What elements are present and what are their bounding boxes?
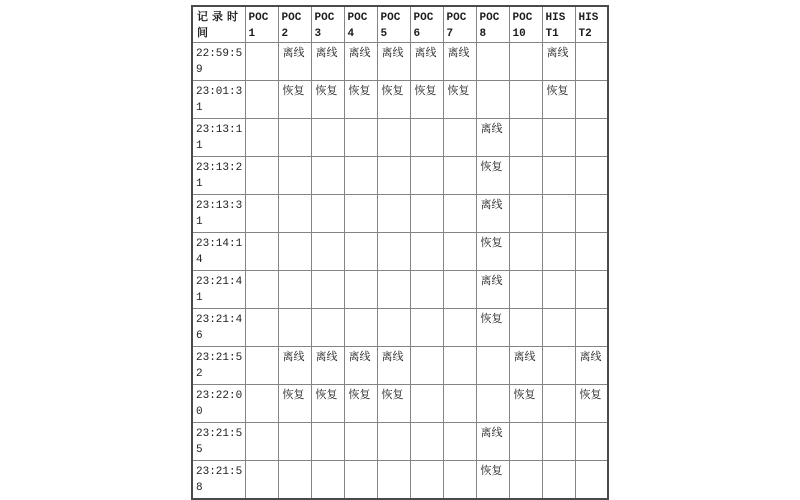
table-row: [192, 385, 608, 423]
status-cell-hist2: [575, 157, 608, 195]
status-cell-poc3: 离线: [311, 347, 344, 385]
status-cell-poc8: [476, 385, 509, 423]
status-cell-poc10: [509, 309, 542, 347]
status-cell-poc8: 恢复: [476, 233, 509, 271]
status-cell-poc3: [311, 423, 344, 461]
status-cell-poc2: 恢复: [278, 81, 311, 119]
status-cell-poc2: 离线: [278, 43, 311, 81]
status-cell-poc4: 恢复: [344, 81, 377, 119]
status-cell-poc7: [443, 233, 476, 271]
table-header: [192, 6, 608, 43]
time-cell: 23:21:41: [192, 271, 245, 309]
status-cell-poc2: [278, 271, 311, 309]
status-cell-poc3: [311, 157, 344, 195]
column-header-hist1: HIS T1: [542, 6, 575, 43]
status-cell-hist2: [575, 81, 608, 119]
time-cell: 23:13:21: [192, 157, 245, 195]
status-cell-poc1: [245, 233, 278, 271]
status-cell-poc8: [476, 43, 509, 81]
status-cell-hist1: [542, 423, 575, 461]
status-cell-poc5: [377, 195, 410, 233]
status-cell-hist2: 离线: [575, 347, 608, 385]
status-cell-poc4: [344, 119, 377, 157]
status-cell-poc5: 恢复: [377, 385, 410, 423]
status-cell-poc5: [377, 423, 410, 461]
status-cell-poc1: [245, 461, 278, 499]
status-cell-poc3: [311, 119, 344, 157]
status-cell-poc6: [410, 195, 443, 233]
time-cell: 23:22:00: [192, 385, 245, 423]
status-cell-poc3: [311, 271, 344, 309]
status-cell-hist1: [542, 347, 575, 385]
status-cell-poc3: 恢复: [311, 385, 344, 423]
status-cell-poc5: [377, 271, 410, 309]
status-cell-poc8: 离线: [476, 423, 509, 461]
column-header-poc2: POC 2: [278, 6, 311, 43]
column-header-poc5: POC 5: [377, 6, 410, 43]
status-cell-poc4: [344, 157, 377, 195]
status-cell-hist1: 恢复: [542, 81, 575, 119]
status-cell-poc6: [410, 385, 443, 423]
status-cell-hist2: [575, 461, 608, 499]
status-cell-poc10: [509, 119, 542, 157]
status-cell-poc3: [311, 309, 344, 347]
status-cell-poc7: [443, 195, 476, 233]
status-cell-poc10: [509, 233, 542, 271]
status-cell-poc3: 恢复: [311, 81, 344, 119]
status-cell-poc8: 恢复: [476, 157, 509, 195]
status-cell-poc6: 离线: [410, 43, 443, 81]
status-cell-poc10: [509, 157, 542, 195]
status-cell-poc7: [443, 385, 476, 423]
status-cell-poc8: 恢复: [476, 461, 509, 499]
status-cell-hist1: [542, 119, 575, 157]
status-cell-poc1: [245, 423, 278, 461]
table-row: [192, 347, 608, 385]
status-cell-poc1: [245, 43, 278, 81]
status-cell-poc10: [509, 195, 542, 233]
status-cell-hist1: [542, 385, 575, 423]
status-cell-poc7: [443, 309, 476, 347]
status-cell-poc6: [410, 423, 443, 461]
status-cell-poc7: [443, 271, 476, 309]
status-cell-poc6: [410, 157, 443, 195]
table-row: [192, 81, 608, 119]
time-cell: 23:14:14: [192, 233, 245, 271]
status-cell-poc10: 离线: [509, 347, 542, 385]
status-cell-poc8: [476, 81, 509, 119]
status-cell-poc7: 离线: [443, 43, 476, 81]
column-header-poc7: POC 7: [443, 6, 476, 43]
status-cell-hist1: [542, 309, 575, 347]
time-cell: 22:59:59: [192, 43, 245, 81]
status-cell-poc3: 离线: [311, 43, 344, 81]
column-header-poc10: POC 10: [509, 6, 542, 43]
status-cell-poc2: [278, 461, 311, 499]
status-cell-poc2: [278, 309, 311, 347]
table-row: [192, 309, 608, 347]
status-cell-poc1: [245, 119, 278, 157]
status-cell-poc2: [278, 233, 311, 271]
status-cell-poc3: [311, 195, 344, 233]
status-cell-poc7: [443, 347, 476, 385]
status-cell-poc5: [377, 461, 410, 499]
table-row: [192, 271, 608, 309]
status-cell-poc10: [509, 271, 542, 309]
column-header-poc6: POC 6: [410, 6, 443, 43]
table-row: [192, 461, 608, 499]
status-cell-poc2: 离线: [278, 347, 311, 385]
time-cell: 23:21:46: [192, 309, 245, 347]
status-cell-poc8: [476, 347, 509, 385]
time-cell: 23:01:31: [192, 81, 245, 119]
time-cell: 23:13:31: [192, 195, 245, 233]
status-cell-poc1: [245, 157, 278, 195]
status-cell-poc5: 离线: [377, 43, 410, 81]
time-cell: 23:21:58: [192, 461, 245, 499]
status-cell-poc7: [443, 423, 476, 461]
status-cell-poc6: [410, 461, 443, 499]
status-cell-poc4: 离线: [344, 347, 377, 385]
status-cell-hist2: [575, 195, 608, 233]
status-cell-hist2: 恢复: [575, 385, 608, 423]
status-cell-poc2: [278, 423, 311, 461]
status-cell-poc7: [443, 119, 476, 157]
status-cell-poc6: [410, 309, 443, 347]
status-cell-poc4: [344, 195, 377, 233]
status-cell-poc4: [344, 233, 377, 271]
status-cell-hist2: [575, 271, 608, 309]
header-row: [192, 6, 608, 43]
status-cell-poc4: [344, 309, 377, 347]
status-cell-poc6: [410, 271, 443, 309]
status-cell-poc5: [377, 309, 410, 347]
status-cell-poc5: [377, 233, 410, 271]
column-header-poc3: POC 3: [311, 6, 344, 43]
status-cell-poc8: 离线: [476, 119, 509, 157]
status-cell-poc6: [410, 119, 443, 157]
status-cell-poc8: 离线: [476, 271, 509, 309]
status-cell-poc3: [311, 461, 344, 499]
status-cell-poc2: [278, 119, 311, 157]
column-header-poc1: POC 1: [245, 6, 278, 43]
table-row: [192, 195, 608, 233]
status-cell-hist2: [575, 423, 608, 461]
table-row: [192, 157, 608, 195]
status-cell-poc10: [509, 461, 542, 499]
status-cell-poc7: [443, 157, 476, 195]
status-cell-poc10: [509, 423, 542, 461]
status-cell-poc2: [278, 157, 311, 195]
status-cell-poc8: 恢复: [476, 309, 509, 347]
status-cell-poc2: 恢复: [278, 385, 311, 423]
time-cell: 23:21:52: [192, 347, 245, 385]
status-cell-hist1: [542, 157, 575, 195]
status-cell-hist2: [575, 309, 608, 347]
status-cell-poc6: [410, 347, 443, 385]
status-cell-hist1: [542, 195, 575, 233]
status-cell-hist2: [575, 233, 608, 271]
table-row: [192, 423, 608, 461]
status-cell-poc4: 离线: [344, 43, 377, 81]
status-log-table: [191, 5, 609, 500]
status-cell-poc1: [245, 347, 278, 385]
status-cell-poc4: [344, 423, 377, 461]
column-header-time: 记录时间: [192, 6, 245, 43]
status-cell-poc1: [245, 309, 278, 347]
status-cell-poc5: [377, 157, 410, 195]
status-cell-poc6: 恢复: [410, 81, 443, 119]
status-cell-poc5: [377, 119, 410, 157]
status-cell-poc5: 恢复: [377, 81, 410, 119]
column-header-poc4: POC 4: [344, 6, 377, 43]
time-cell: 23:13:11: [192, 119, 245, 157]
status-cell-poc1: [245, 195, 278, 233]
status-cell-hist1: [542, 271, 575, 309]
status-cell-hist2: [575, 43, 608, 81]
status-cell-poc4: [344, 461, 377, 499]
table-row: [192, 43, 608, 81]
status-cell-poc5: 离线: [377, 347, 410, 385]
status-cell-poc4: [344, 271, 377, 309]
status-cell-poc10: 恢复: [509, 385, 542, 423]
status-cell-poc7: 恢复: [443, 81, 476, 119]
table-row: [192, 233, 608, 271]
status-cell-poc1: [245, 385, 278, 423]
status-cell-poc8: 离线: [476, 195, 509, 233]
time-cell: 23:21:55: [192, 423, 245, 461]
status-cell-poc4: 恢复: [344, 385, 377, 423]
status-cell-hist1: 离线: [542, 43, 575, 81]
status-cell-poc10: [509, 81, 542, 119]
table-row: [192, 119, 608, 157]
status-cell-hist1: [542, 233, 575, 271]
column-header-poc8: POC 8: [476, 6, 509, 43]
status-cell-poc6: [410, 233, 443, 271]
status-cell-poc7: [443, 461, 476, 499]
column-header-hist2: HIS T2: [575, 6, 608, 43]
status-cell-poc2: [278, 195, 311, 233]
status-cell-poc3: [311, 233, 344, 271]
table-body: [192, 43, 608, 499]
status-cell-poc10: [509, 43, 542, 81]
status-cell-hist2: [575, 119, 608, 157]
status-cell-poc1: [245, 81, 278, 119]
status-cell-hist1: [542, 461, 575, 499]
status-cell-poc1: [245, 271, 278, 309]
